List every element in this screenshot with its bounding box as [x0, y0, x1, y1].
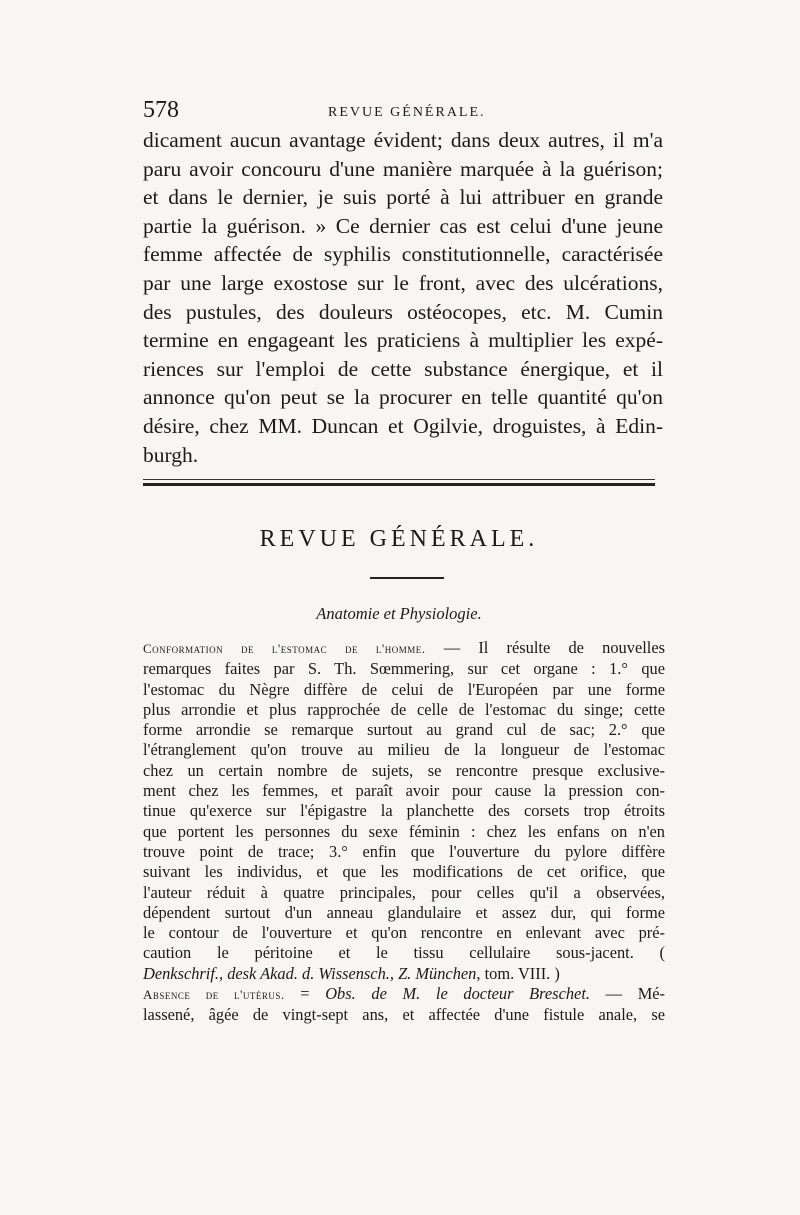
text-line: — Il résulte de nouvelles [443, 638, 665, 657]
article-first-line [143, 638, 665, 659]
article-heading: Conformation de l'estomac de l'homme. [143, 641, 426, 656]
citation-end: , tom. VIII. ) [476, 963, 560, 983]
text-line: l'étranglement qu'on trouve au milieu de la longueur de l'estomac [143, 740, 665, 760]
text-line: burgh. [143, 442, 199, 467]
text-line: des pustules, des douleurs ostéocopes, etc. M. Cumin [143, 299, 663, 324]
text-line: l'auteur réduit à quatre principales, pour celles qu'il a observées, [143, 882, 665, 902]
text-line: le contour de l'ouverture et qu'on rencontre en enlevant avec pré- [143, 923, 665, 943]
text-line: remarques faites par S. Th. Sœmmering, sur cet organe : 1.° que [143, 659, 665, 679]
text-line: forme arrondie se remarque surtout au grand cul de sac; 2.° que [143, 720, 665, 740]
text-line: dicament aucun avantage évident; dans deux autres, il m'a [143, 128, 663, 152]
section-divider [143, 479, 655, 486]
text-line: partie la guérison. » Ce dernier cas est celui d'une jeune [143, 213, 663, 238]
text-line: et dans le dernier, je suis porté à lui attribuer en grande [143, 185, 663, 210]
text-line: plus arrondie et plus rapprochée de celle de l'estomac du singe; cette [143, 699, 665, 719]
text-line: chez un certain nombre de sujets, se rencontre presque exclusive- [143, 760, 665, 780]
page-number: 578 [143, 97, 179, 123]
short-rule [370, 577, 444, 579]
upper-paragraph [143, 126, 663, 469]
citation-line [143, 964, 665, 984]
text-line: tinue qu'exerce sur l'épigastre la planchette des corsets trop étroits [143, 801, 665, 821]
text-fragment: = [300, 984, 326, 1004]
text-line: trouve point de trace; 3.° enfin que l'ouverture du pylore diffère [143, 841, 665, 861]
divider-thick-rule [143, 483, 655, 486]
article-first-line [143, 984, 665, 1005]
text-line: que portent les personnes du sexe féminin : chez les enfans on n'en [143, 821, 665, 841]
running-head [143, 97, 663, 127]
text-fragment: — Mé- [589, 984, 666, 1004]
text-line: riences sur l'emploi de cette substance énergique, et il [143, 356, 663, 381]
citation: Denkschrif., desk Akad. d. Wissensch., Z. München [143, 963, 477, 983]
articles [143, 638, 665, 1026]
text-line: femme affectée de syphilis constitutionnelle, caractérisée [143, 242, 663, 267]
subsection-title: Anatomie et Physiologie. [316, 604, 482, 623]
text-line: caution le péritoine et le tissu cellulaire sous-jacent. ( [143, 943, 665, 963]
text-line: désire, chez MM. Duncan et Ogilvie, droguistes, à Edin- [143, 413, 663, 438]
text-line: ment chez les femmes, et paraît avoir pour cause la pression con- [143, 781, 665, 801]
text-line: lassené, âgée de vingt-sept ans, et affectée d'une fistule anale, se [143, 1005, 665, 1025]
text-line: suivant les individus, et que les modifications de cet orifice, que [143, 862, 665, 882]
section-title: REVUE GÉNÉRALE. [259, 526, 539, 552]
divider-thin-rule [143, 479, 655, 480]
observer: Obs. de M. le docteur Breschet. [325, 984, 590, 1004]
text-line: paru avoir concouru d'une manière marquée à la guérison; [143, 156, 663, 181]
text-line: l'estomac du Nègre diffère de celui de l'Européen par une forme [143, 679, 665, 699]
text-line: par une large exostose sur le front, avec des ulcérations, [143, 270, 663, 295]
article-heading: Absence de l'utérus. [143, 987, 285, 1003]
text-line: annonce qu'on peut se la procurer en telle quantité qu'on [143, 385, 663, 410]
text-line: dépendent surtout d'un anneau glandulaire et assez dur, qui forme [143, 902, 665, 922]
text-line: termine en engageant les praticiens à multiplier les expé- [143, 328, 663, 353]
running-title: REVUE GÉNÉRALE. [328, 105, 486, 120]
